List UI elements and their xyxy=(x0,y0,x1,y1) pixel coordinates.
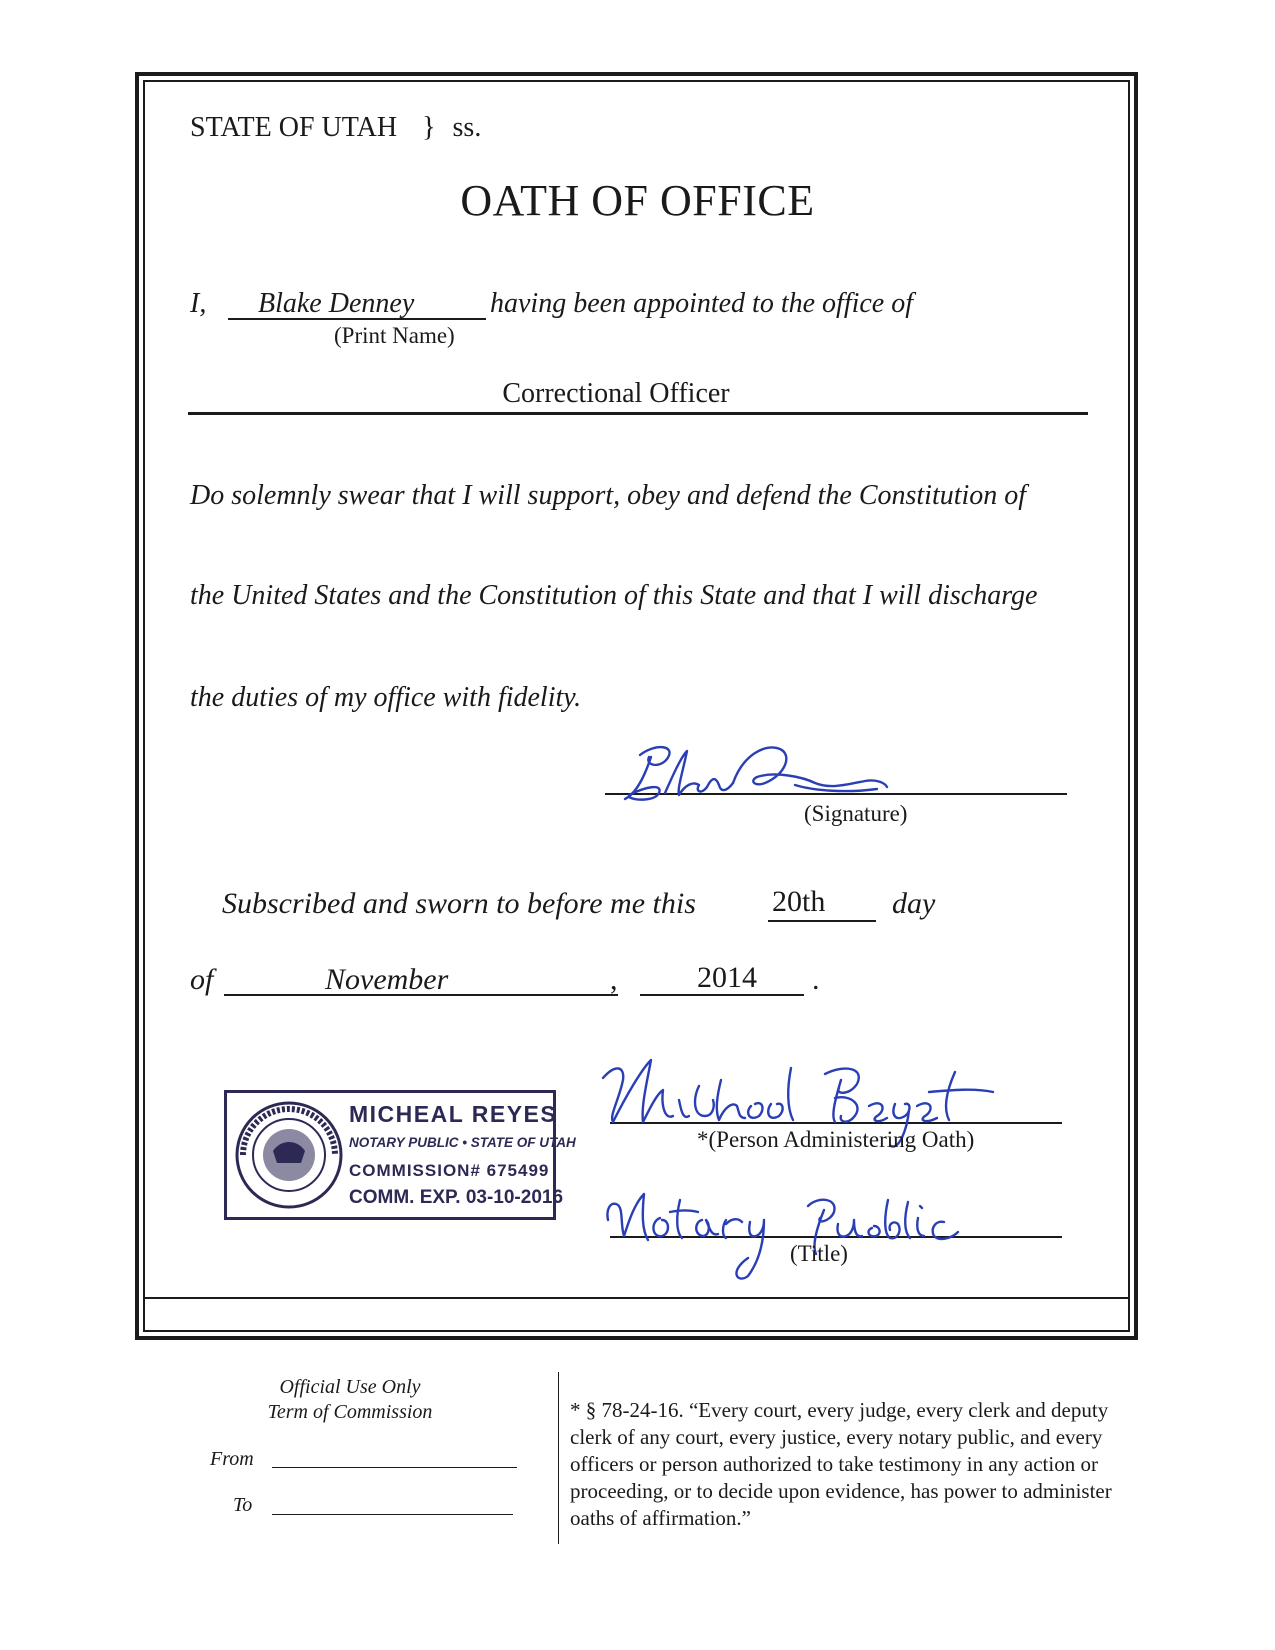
period: . xyxy=(812,963,820,996)
appointed-text: having been appointed to the office of xyxy=(490,288,914,319)
oath-paragraph-line-2: the United States and the Constitution of this State and that I will discharge xyxy=(190,580,1038,611)
comma: , xyxy=(610,963,618,996)
signature-caption: (Signature) xyxy=(804,801,908,826)
term-of-commission-label: Term of Commission xyxy=(267,1401,433,1423)
ss-abbrev: ss. xyxy=(452,112,482,143)
of-word: of xyxy=(190,963,214,996)
state-name: STATE OF UTAH xyxy=(190,112,398,143)
day-value: 20th xyxy=(772,885,826,918)
printed-name: Blake Denney xyxy=(258,288,415,319)
document-border-bottom-rule xyxy=(143,1297,1130,1299)
stamp-commission-number: COMMISSION# 675499 xyxy=(349,1161,550,1180)
state-seal-icon xyxy=(233,1099,345,1211)
brace: } xyxy=(422,112,436,143)
stamp-commission-expiration: COMM. EXP. 03-10-2016 xyxy=(349,1187,564,1208)
day-word: day xyxy=(892,887,936,920)
office-line xyxy=(188,412,1088,415)
notary-stamp xyxy=(224,1090,576,1220)
office-title: Correctional Officer xyxy=(502,378,730,409)
official-use-label: Official Use Only xyxy=(279,1376,421,1398)
day-line xyxy=(768,920,876,922)
statute-note: * § 78-24-16. “Every court, every judge, every clerk and deputy clerk of any court, every justice, every notary public, and every officers or person authorized to take testimony in any action or proceeding, or to decide upon evidence, has power to administer oaths of affirmation.” xyxy=(570,1398,1112,1530)
from-label: From xyxy=(210,1448,254,1470)
title-caption: (Title) xyxy=(790,1241,848,1266)
print-name-caption: (Print Name) xyxy=(334,323,455,348)
state-heading xyxy=(190,112,481,144)
oath-paragraph-line-1: Do solemnly swear that I will support, obey and defend the Constitution of xyxy=(190,480,1027,511)
stamp-notary-state: NOTARY PUBLIC • STATE OF UTAH xyxy=(349,1135,576,1150)
oath-paragraph-line-3: the duties of my office with fidelity. xyxy=(190,682,582,713)
month-value: November xyxy=(325,963,449,996)
stamp-notary-name: MICHEAL REYES xyxy=(349,1101,558,1127)
pronoun-i: I, xyxy=(190,288,207,319)
administering-caption: *(Person Administering Oath) xyxy=(697,1127,975,1152)
to-label: To xyxy=(233,1494,253,1516)
to-field[interactable] xyxy=(272,1514,513,1515)
official-use-block xyxy=(230,1375,470,1425)
from-field[interactable] xyxy=(272,1467,517,1468)
year-value: 2014 xyxy=(697,961,757,994)
subscribed-text: Subscribed and sworn to before me this xyxy=(222,887,696,920)
page-title: OATH OF OFFICE xyxy=(460,176,815,225)
footer-divider xyxy=(558,1372,559,1544)
